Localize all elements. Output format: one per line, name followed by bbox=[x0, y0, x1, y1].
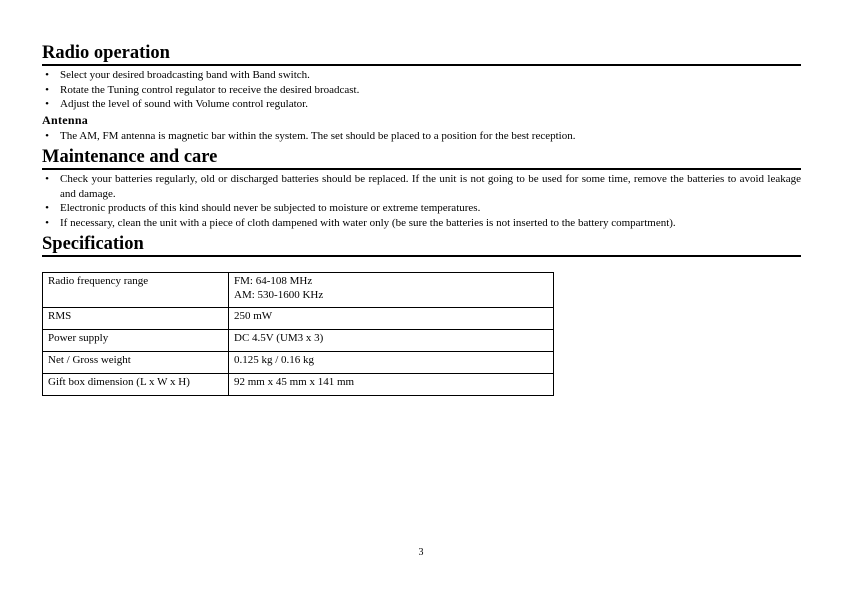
spec-label: Radio frequency range bbox=[43, 273, 229, 308]
spec-value: 0.125 kg / 0.16 kg bbox=[229, 352, 554, 374]
section-title-specification: Specification bbox=[42, 233, 801, 257]
table-row bbox=[43, 330, 554, 352]
table-row bbox=[43, 273, 554, 308]
spec-value bbox=[229, 273, 554, 308]
spec-value: DC 4.5V (UM3 x 3) bbox=[229, 330, 554, 352]
bullet-icon: • bbox=[45, 216, 49, 229]
section-title-radio-operation: Radio operation bbox=[42, 42, 801, 66]
spec-label: Gift box dimension (L x W x H) bbox=[43, 374, 229, 396]
spec-value-am: AM: 530-1600 KHz bbox=[234, 289, 324, 301]
bullet-icon: • bbox=[45, 69, 49, 81]
spec-label: Net / Gross weight bbox=[43, 352, 229, 374]
bullet-icon: • bbox=[45, 173, 49, 185]
maintenance-list bbox=[42, 172, 801, 230]
list-item: • Select your desired broadcasting band with Band switch. bbox=[42, 68, 801, 83]
table-row bbox=[43, 352, 554, 374]
spec-value: 92 mm x 45 mm x 141 mm bbox=[229, 374, 554, 396]
list-item: • Rotate the Tuning control regulator to receive the desired broadcast. bbox=[42, 83, 801, 98]
spec-label: RMS bbox=[43, 308, 229, 330]
subheading-antenna: Antenna bbox=[42, 112, 89, 127]
table-row bbox=[43, 308, 554, 330]
page-number: 3 bbox=[418, 547, 424, 558]
spec-label: Power supply bbox=[43, 330, 229, 352]
bullet-icon: • bbox=[45, 202, 49, 214]
spec-value: 250 mW bbox=[229, 308, 554, 330]
bullet-icon: • bbox=[45, 83, 49, 96]
manual-page bbox=[42, 42, 801, 396]
bullet-icon: • bbox=[45, 98, 49, 110]
list-item: • Check your batteries regularly, old or discharged batteries should be replaced. If the unit is not going to be used for some time, remove the batteries to avoid leakage and damage. bbox=[42, 172, 801, 201]
radio-operation-list bbox=[42, 68, 801, 112]
list-item: • The AM, FM antenna is magnetic bar within the system. The set should be placed to a position for the best reception. bbox=[42, 129, 801, 144]
spec-value-fm: FM: 64-108 MHz bbox=[234, 275, 313, 287]
antenna-list bbox=[42, 129, 801, 144]
table-row bbox=[43, 374, 554, 396]
list-item: • Electronic products of this kind should never be subjected to moisture or extreme temperatures. bbox=[42, 201, 801, 216]
list-item: • If necessary, clean the unit with a piece of cloth dampened with water only (be sure the batteries is not inserted to the battery compartment). bbox=[42, 216, 801, 231]
bullet-icon: • bbox=[45, 129, 49, 142]
section-title-maintenance: Maintenance and care bbox=[42, 146, 801, 170]
list-item: • Adjust the level of sound with Volume control regulator. bbox=[42, 97, 801, 112]
specification-table bbox=[42, 272, 554, 396]
